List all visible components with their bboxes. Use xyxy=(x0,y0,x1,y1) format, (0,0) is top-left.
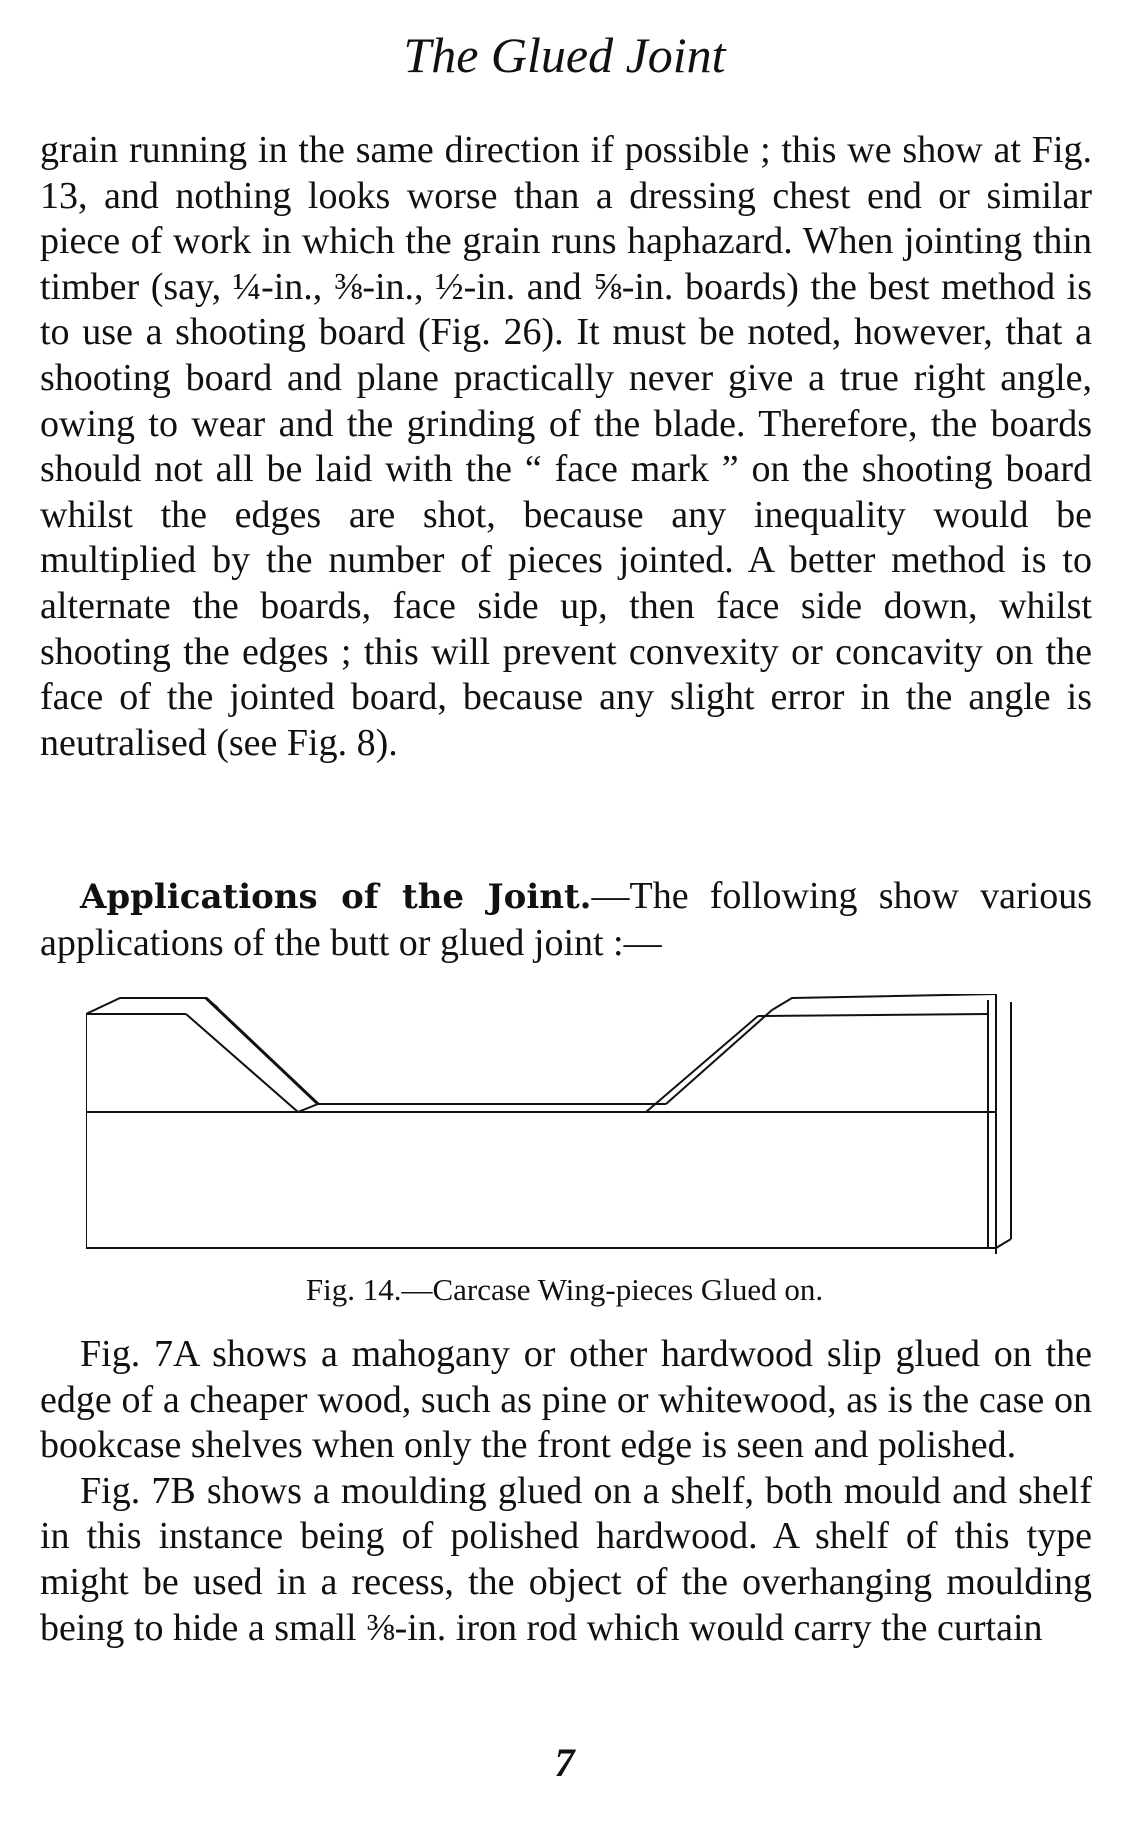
text-column-bottom xyxy=(40,1332,1092,1651)
right-wing-top-inner xyxy=(758,1014,988,1016)
figure-14-drawing xyxy=(86,994,1026,1254)
right-wing-slope-inner xyxy=(646,1016,758,1112)
paragraph-1: grain running in the same direction if possible ; this we show at Fig. 13, and nothing looks worse than a dressing chest end or similar piece of work in which the grain runs haphazard. When jointing thin timber (say, ¼-in., ⅜-in., ½-in. and ⅝-in. boards) the best method is to use a shooting board (Fig. 26). It must be noted, however, that a shooting board and plane practically never give a true right angle, owing to wear and the grinding of the blade. Therefore, the boards should not all be laid with the “ face mark ” on the shooting board whilst the edges are shot, because any inequality would be multiplied by the number of pieces jointed. A better method is to alternate the boards, face side up, then face side down, whilst shooting the edges ; this will prevent convexity or concavity on the face of the jointed board, because any slight error in the angle is neutralised (see Fig. 8). xyxy=(40,129,1092,764)
running-head: The Glued Joint xyxy=(403,27,726,83)
applications-heading: Applications of the Joint. xyxy=(80,877,592,917)
text-column-applications xyxy=(40,874,1092,966)
left-wing-slope-cap xyxy=(298,1104,318,1112)
carcase-front-outline xyxy=(86,1014,996,1248)
left-wing-slope-inner xyxy=(186,1014,298,1112)
left-wing-slope-outer xyxy=(206,998,318,1104)
paragraph-fig7b: Fig. 7B shows a moulding glued on a shelf, both mould and shelf in this instance being of polished hardwood. A shelf of this type might be used in a recess, the object of the overhanging moulding being to hide a small ⅜-in. iron rod which would carry the curtain xyxy=(40,1469,1092,1649)
text-column-top xyxy=(40,128,1092,766)
right-wing-slope xyxy=(666,1010,772,1104)
page-number: 7 xyxy=(554,1740,575,1785)
applications-paragraph xyxy=(40,874,1092,966)
right-wing-top xyxy=(772,994,996,1010)
paragraph-fig7a: Fig. 7A shows a mahogany or other hardwood slip glued on the edge of a cheaper wood, such as pine or whitewood, as is the case on bookcase shelves when only the front edge is seen and polished. xyxy=(40,1333,1092,1467)
left-wing-top xyxy=(86,998,218,1014)
figure-caption: Fig. 14.—Carcase Wing-pieces Glued on. xyxy=(305,1272,824,1307)
applications-text: —The following show various applications of the butt or glued joint :— xyxy=(40,875,1092,964)
carcase-bottom-depth xyxy=(996,1239,1011,1248)
